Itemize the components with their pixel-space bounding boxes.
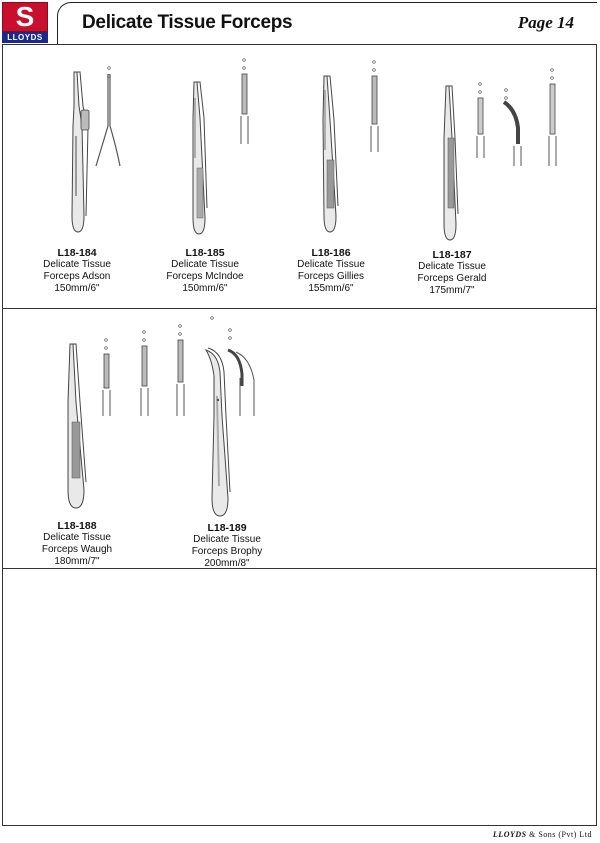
product-code: L18-188 bbox=[57, 520, 97, 532]
product-caption-l18-188 bbox=[22, 520, 132, 568]
product-desc-line1: Delicate Tissue bbox=[418, 261, 486, 272]
logo-brand-text: LLOYDS bbox=[2, 32, 48, 43]
product-desc-line1: Delicate Tissue bbox=[171, 259, 239, 270]
product-size: 150mm/6" bbox=[54, 283, 100, 294]
product-desc-line2: Forceps Adson bbox=[43, 271, 111, 282]
product-desc-line1: Delicate Tissue bbox=[297, 259, 365, 270]
product-caption-l18-184 bbox=[22, 247, 132, 295]
product-caption-l18-186 bbox=[276, 247, 386, 295]
lloyds-logo bbox=[2, 2, 48, 43]
product-code: L18-184 bbox=[57, 247, 97, 259]
product-caption-l18-185 bbox=[150, 247, 260, 295]
product-image-l18-187 bbox=[440, 68, 570, 248]
page-title: Delicate Tissue Forceps bbox=[82, 12, 293, 33]
product-desc-line2: Forceps McIndoe bbox=[166, 271, 244, 282]
product-desc-line1: Delicate Tissue bbox=[43, 259, 111, 270]
product-desc-line2: Forceps Gillies bbox=[297, 271, 365, 282]
product-desc-line1: Delicate Tissue bbox=[43, 532, 111, 543]
product-image-l18-184 bbox=[62, 66, 132, 236]
row-divider-1 bbox=[2, 308, 597, 309]
logo-s-box bbox=[2, 2, 48, 32]
product-desc-line1: Delicate Tissue bbox=[193, 534, 261, 545]
product-size: 155mm/6" bbox=[308, 283, 354, 294]
product-code: L18-186 bbox=[311, 247, 351, 259]
product-caption-l18-187 bbox=[397, 249, 507, 297]
page-number: Page 14 bbox=[517, 13, 574, 32]
product-code: L18-185 bbox=[185, 247, 225, 259]
product-size: 200mm/8" bbox=[204, 558, 250, 569]
product-image-l18-185 bbox=[188, 58, 258, 236]
footer-rest: & Sons (Pvt) Ltd bbox=[526, 830, 592, 839]
product-desc-line2: Forceps Gerald bbox=[417, 273, 487, 284]
product-code: L18-189 bbox=[207, 522, 247, 534]
logo-letter: S bbox=[15, 1, 35, 32]
product-size: 180mm/7" bbox=[54, 556, 100, 567]
product-caption-l18-189 bbox=[172, 522, 282, 570]
product-desc-line2: Forceps Brophy bbox=[191, 546, 263, 557]
product-code: L18-187 bbox=[432, 249, 472, 261]
product-desc-line2: Forceps Waugh bbox=[41, 544, 113, 555]
row-divider-2 bbox=[2, 568, 597, 569]
product-image-l18-189 bbox=[200, 316, 270, 520]
product-size: 175mm/7" bbox=[429, 285, 475, 296]
product-image-l18-188 bbox=[62, 322, 192, 512]
footer-company bbox=[493, 830, 592, 839]
footer-brand: LLOYDS bbox=[492, 830, 527, 839]
product-size: 150mm/6" bbox=[182, 283, 228, 294]
product-image-l18-186 bbox=[318, 60, 388, 236]
